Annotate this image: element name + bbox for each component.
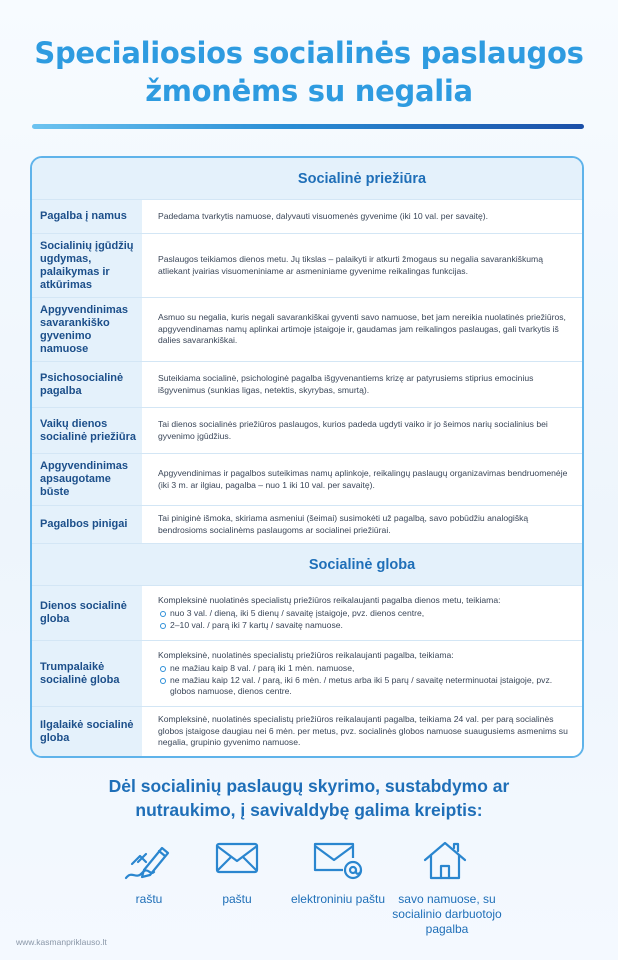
row-intro: Kompleksinė nuolatinės specialistų priežiūros reikalaujanti pagalba dienos metu, teikiama:	[158, 594, 501, 605]
section-heading: Socialinė globa	[142, 544, 582, 585]
envelope-icon	[197, 840, 277, 886]
bullet-list	[158, 608, 570, 631]
row-label: Apgyvendinimas savarankiško gyvenimo namuose	[32, 298, 142, 361]
table-row	[32, 586, 582, 641]
email-at-icon	[298, 840, 378, 886]
title-line-1: Specialiosios socialinės paslaugos	[34, 36, 584, 70]
page-title	[0, 34, 618, 110]
row-intro: Kompleksinė, nuolatinės specialistų priežiūros reikalaujanti pagalba, teikiama:	[158, 649, 454, 660]
title-underline	[32, 124, 584, 129]
table-row	[32, 234, 582, 298]
row-description: Kompleksinė, nuolatinės specialistų priežiūros reikalaujanti pagalba, teikiama 24 val. per parą socialinės globos įstaigose daugiau nei 6 mėn. per metus, pvz. socialinės globos namuose suaugusiems asmenims su negalia, grupinio gyvenimo namuose.	[142, 707, 582, 756]
row-description: Apgyvendinimas ir pagalbos suteikimas namų aplinkoje, reikalingų paslaugų organizavimas bendruomenėje (iki 3 m. ar ilgiau, pagalba – nuo 1 iki 10 val. per savaitę).	[142, 454, 582, 505]
row-label: Vaikų dienos socialinė priežiūra	[32, 408, 142, 453]
bullet-list	[158, 663, 570, 698]
table-row	[32, 641, 582, 707]
list-item: 2–10 val. / parą iki 7 kartų / savaitę namuose.	[158, 620, 570, 632]
house-icon	[405, 840, 485, 886]
section-header-priziura	[32, 158, 582, 200]
list-item: ne mažiau kaip 12 val. / parą, iki 6 mėn. / metus arba iki 5 parų / savaitę neterminuotai įstaigoje, pvz. globos namuose, dienos centre.	[158, 675, 570, 698]
contact-option-label: savo namuose, su socialinio darbuotojo pagalba	[392, 892, 502, 936]
row-label: Pagalbos pinigai	[32, 506, 142, 543]
row-label: Trumpalaikė socialinė globa	[32, 641, 142, 706]
table-row	[32, 298, 582, 362]
table-row	[32, 454, 582, 506]
row-label: Psichosocialinė pagalba	[32, 362, 142, 407]
services-table	[30, 156, 584, 758]
contact-heading-line-2: nutraukimo, į savivaldybę galima kreiptis:	[135, 800, 483, 820]
section-heading: Socialinė priežiūra	[142, 158, 582, 199]
row-description: Suteikiama socialinė, psichologinė pagalba išgyvenantiems krizę ar patyrusiems stiprius emocinius išgyvenimus (sunkias ligas, netektis, skyrybas, smurtą).	[142, 362, 582, 407]
table-row	[32, 506, 582, 544]
table-row	[32, 408, 582, 454]
row-description: Asmuo su negalia, kuris negali savarankiškai gyventi savo namuose, bet jam nereikia nuolatinės priežiūros, apgyvendinamas namų aplinkai artimoje įstaigoje ir, gaudamas jam reikalingos paslaugas, gali tvarkytis iš dalies savarankiškai.	[142, 298, 582, 361]
table-row	[32, 200, 582, 234]
list-item: ne mažiau kaip 8 val. / parą iki 1 mėn. namuose,	[158, 663, 570, 675]
row-description	[142, 586, 582, 640]
row-description: Padedama tvarkytis namuose, dalyvauti visuomenės gyvenime (iki 10 val. per savaitę).	[142, 200, 582, 233]
title-line-2: žmonėms su negalia	[145, 74, 473, 108]
row-label: Ilgalaikė socialinė globa	[32, 707, 142, 756]
row-description: Paslaugos teikiamos dienos metu. Jų tikslas – palaikyti ir atkurti žmogaus su negalia savarankiškumą atliekant įvairias visuomeniniame ar asmeniniame gyvenime reikalingas funkcijas.	[142, 234, 582, 297]
table-row	[32, 707, 582, 756]
contact-option-label: elektroniniu paštu	[290, 892, 386, 906]
row-label: Pagalba į namus	[32, 200, 142, 233]
list-item: nuo 3 val. / dieną, iki 5 dienų / savaitę įstaigoje, pvz. dienos centre,	[158, 608, 570, 620]
contact-option-label: raštu	[135, 892, 163, 906]
row-description: Tai dienos socialinės priežiūros paslaugos, kurios padeda ugdyti vaiko ir jo šeimos narių socialinius bei gyvenimo įgūdžius.	[142, 408, 582, 453]
contact-option-label: paštu	[222, 892, 252, 906]
contact-heading	[0, 774, 618, 822]
table-row	[32, 362, 582, 408]
row-label: Dienos socialinė globa	[32, 586, 142, 640]
footer-url: www.kasmanpriklauso.lt	[16, 937, 107, 947]
pen-writing-icon	[109, 840, 189, 886]
contact-heading-line-1: Dėl socialinių paslaugų skyrimo, sustabdymo ar	[108, 776, 510, 796]
row-label: Socialinių įgūdžių ugdymas, palaikymas ir atkūrimas	[32, 234, 142, 297]
row-description: Tai piniginė išmoka, skiriama asmeniui (šeimai) susimokėti už pagalbą, savo pobūdžiu analogišką bendrosioms socialinėms paslaugoms ar socialinei priežiūrai.	[142, 506, 582, 543]
row-description	[142, 641, 582, 706]
row-label: Apgyvendinimas apsaugotame būste	[32, 454, 142, 505]
section-header-globa	[32, 544, 582, 586]
